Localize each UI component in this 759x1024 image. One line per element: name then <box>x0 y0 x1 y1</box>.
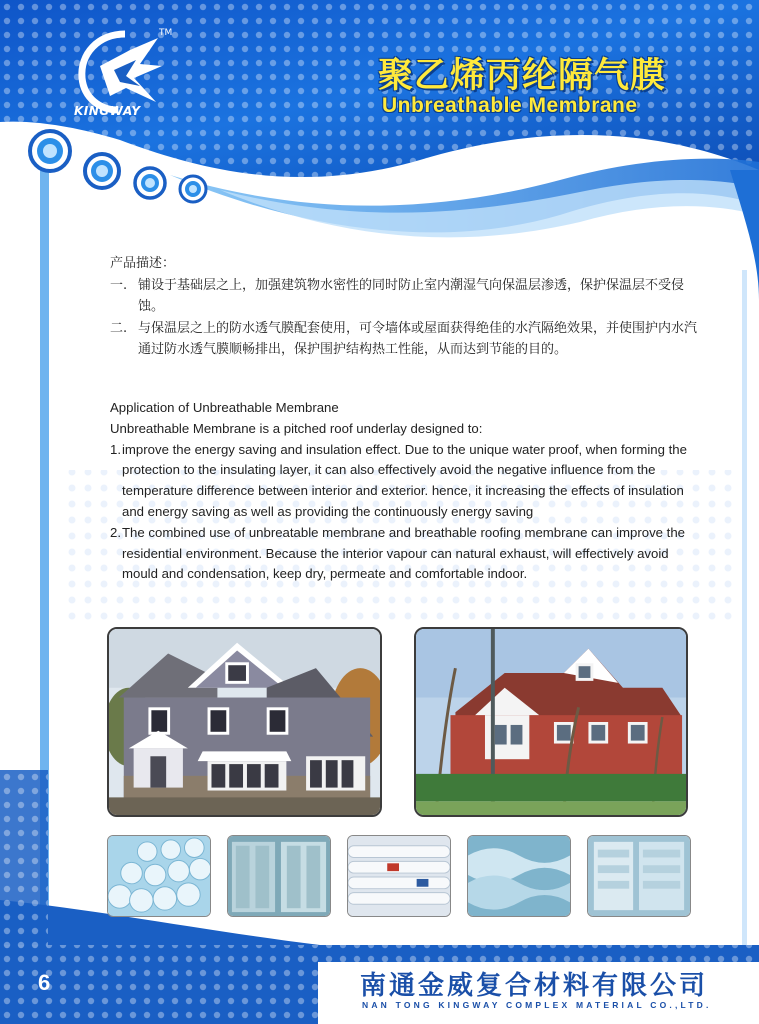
house-photo-1 <box>107 627 382 817</box>
company-name-chinese: 南通金威复合材料有限公司 <box>360 971 709 1001</box>
chinese-item-number: 一. <box>110 277 128 293</box>
company-name-english: NAN TONG KINGWAY COMPLEX MATERIAL CO.,LTD. <box>362 1000 712 1010</box>
english-item-text: improve the energy saving and insulation effect. Due to the unique water proof, when forming the protection to the insulating layer, it can also effectively avoid the negative influence from the temperature difference between interior and exterior. hence, it increasing the effects of insulation and energy saving as well as providing the continuously energy saving <box>122 441 687 519</box>
logo-text: KINGWAY <box>74 104 141 118</box>
product-thumbnail-2 <box>227 835 331 917</box>
chinese-heading: 产品描述： <box>110 256 176 271</box>
english-item-number: 1. <box>110 441 121 457</box>
chinese-item-number: 二. <box>110 320 128 336</box>
product-thumbnail-3 <box>347 835 451 917</box>
english-intro: Unbreathable Membrane is a pitched roof underlay designed to: <box>110 420 483 436</box>
page-number: 6 <box>38 970 51 995</box>
title-chinese: 聚乙烯丙纶隔气膜 <box>378 56 667 96</box>
product-thumbnail-5 <box>587 835 691 917</box>
product-thumbnail-1 <box>107 835 211 917</box>
english-item-2 <box>110 523 700 585</box>
chinese-item-text: 与保温层之上的防水透气膜配套使用，可令墙体或屋面获得绝佳的水汽隔绝效果，并使围护内水汽通过防水透气膜顺畅排出，保护围护结构热工性能，从而达到节能的目的。 <box>138 320 698 357</box>
chinese-item-2 <box>110 318 700 361</box>
english-heading: Application of Unbreathable Membrane <box>110 400 339 415</box>
trademark-label: TM <box>159 28 173 38</box>
chinese-item-text: 铺设于基础层之上，加强建筑物水密性的同时防止室内潮湿气向保温层渗透，保护保温层不受侵蚀。 <box>138 277 685 314</box>
house-photo-2 <box>414 627 688 817</box>
english-item-1 <box>110 440 700 523</box>
chinese-item-1 <box>110 275 700 318</box>
english-item-number: 2. <box>110 524 121 540</box>
english-item-text: The combined use of unbreatable membrane and breathable roofing membrane can improve the residential environment. Because the interior vapour can natural exhaust, will effectively avoid mould and condensation, keep dry, permeate and comfortable indoor. <box>122 524 686 582</box>
english-description <box>110 398 700 585</box>
chinese-description <box>110 253 700 361</box>
product-thumbnail-4 <box>467 835 571 917</box>
title-english: Unbreathable Membrane <box>382 94 638 117</box>
